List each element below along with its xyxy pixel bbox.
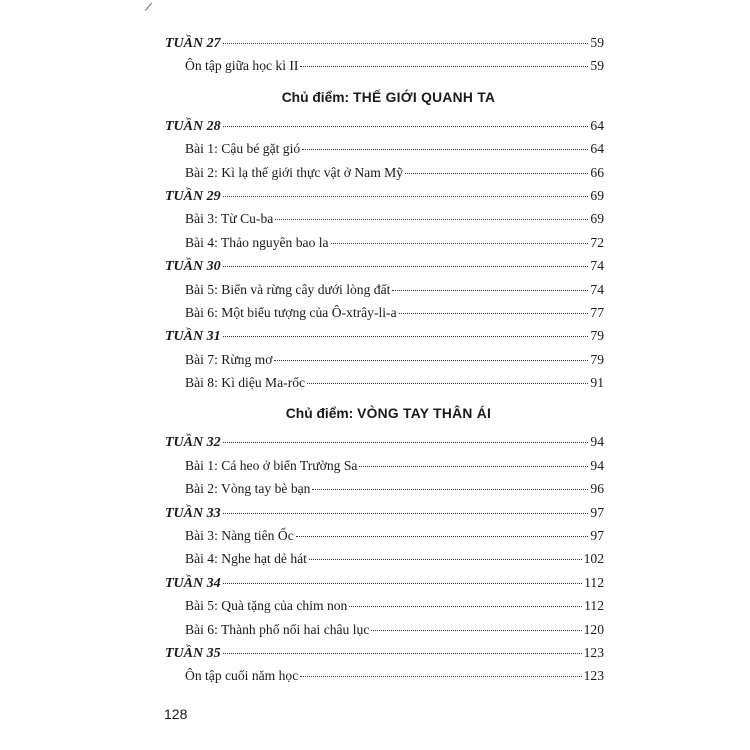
dot-leader [223,442,589,443]
entry-page: 97 [590,504,604,520]
entry-page: 112 [584,574,604,590]
toc-week-entry [165,184,604,207]
dot-leader [223,336,589,337]
entry-page: 72 [590,234,604,250]
dot-leader [275,219,588,220]
entry-title: Bài 1: Cá heo ở biển Trường Sa [185,457,358,473]
entry-title: TUẦN 34 [165,575,221,591]
entry-title: Bài 5: Quà tặng của chim non [185,598,348,614]
entry-page: 74 [590,258,604,274]
dot-leader [274,360,588,361]
toc-lesson-entry [165,348,604,371]
dot-leader [309,559,582,560]
entry-page: 59 [590,35,604,50]
entry-page: 94 [590,434,604,450]
entry-page: 94 [590,457,604,473]
toc-lesson-entry [165,547,604,570]
entry-page: 97 [590,528,604,544]
entry-title: Bài 8: Kì diệu Ma-rốc [185,375,306,391]
entry-page: 74 [590,281,604,297]
toc-lesson-entry [165,371,604,394]
entry-page: 69 [590,211,604,227]
toc-week-entry [165,31,604,54]
dot-leader [300,676,581,677]
dot-leader [331,243,589,244]
entry-page: 64 [590,141,604,157]
entry-page: 123 [583,644,604,660]
toc-week-entry [165,641,604,664]
toc-lesson-entry [165,301,604,324]
toc-lesson-entry [165,161,604,184]
toc-lesson-entry [165,207,604,230]
entry-title: TUẦN 33 [165,505,221,521]
dot-leader [359,466,588,467]
entry-title: Bài 2: Kì lạ thế giới thực vật ở Nam Mỹ [185,164,404,180]
entry-title: TUẦN 32 [165,435,221,451]
entry-title: Bài 5: Biển và rừng cây dưới lòng đất [185,281,391,297]
section-heading-title: THẾ GIỚI QUANH TA [352,89,496,105]
toc-lesson-entry [165,54,604,77]
dot-leader [312,489,588,490]
entry-title: Bài 3: Nàng tiên Ốc [185,528,294,544]
toc-lesson-entry [165,137,604,160]
dot-leader [223,43,589,44]
toc-week-entry [165,324,604,347]
dot-leader [405,173,588,174]
entry-page: 79 [590,328,604,344]
toc-lesson-entry [165,231,604,254]
dot-leader [223,513,589,514]
entry-title: TUẦN 29 [165,188,221,204]
entry-title: TUẦN 30 [165,259,221,275]
entry-title: TUẦN 28 [165,118,221,134]
entry-page: 123 [583,668,604,684]
toc-lesson-entry [165,454,604,477]
entry-title: Bài 4: Nghe hạt dẻ hát [185,551,307,567]
page-number: 128 [164,706,188,722]
toc-week-entry [165,114,604,137]
toc-lesson-entry [165,477,604,500]
entry-title: Bài 7: Rừng mơ [185,351,273,367]
entry-page: 79 [590,351,604,367]
entry-title: Bài 4: Thảo nguyên bao la [185,234,329,250]
section-heading-prefix: Chủ điểm: [285,406,358,422]
entry-page: 96 [590,481,604,497]
toc-lesson-entry [165,524,604,547]
toc-lesson-entry [165,664,604,687]
entry-page: 120 [583,621,604,637]
dot-leader [223,653,582,654]
section-heading-prefix: Chủ điểm: [281,89,353,105]
toc-week-entry [165,254,604,277]
dot-leader [302,149,588,150]
entry-title: Ôn tập giữa học kì II [185,58,299,74]
entry-title: Bài 6: Một biểu tượng của Ô-xtrây-li-a [185,304,397,320]
entry-title: Ôn tập cuối năm học [185,668,299,684]
entry-title: TUẦN 27 [165,36,221,51]
entry-title: Bài 3: Từ Cu-ba [185,211,274,227]
section-heading [165,78,604,114]
toc-week-entry [165,430,604,453]
toc-lesson-entry [165,278,604,301]
entry-page: 102 [583,551,604,567]
toc-week-entry [165,501,604,524]
toc-week-entry [165,571,604,594]
entry-title: Bài 2: Vòng tay bè bạn [185,481,311,497]
entry-title: Bài 1: Cậu bé gặt gió [185,141,301,157]
entry-page: 66 [590,164,604,180]
entry-page: 59 [590,58,604,74]
dot-leader [399,313,589,314]
dot-leader [300,66,588,67]
section-heading-title: VÒNG TAY THÂN ÁI [357,406,492,422]
dot-leader [296,536,589,537]
dot-leader [371,630,581,631]
entry-title: TUẦN 35 [165,645,221,661]
entry-page: 112 [584,598,604,614]
entry-page: 69 [590,187,604,203]
entry-title: Bài 6: Thành phố nối hai châu lục [185,621,370,637]
entry-page: 77 [590,304,604,320]
table-of-contents [165,31,604,688]
entry-page: 91 [590,375,604,391]
toc-lesson-entry [165,594,604,617]
dot-leader [307,383,588,384]
toc-lesson-entry [165,618,604,641]
dot-leader [223,583,582,584]
dot-leader [392,290,588,291]
entry-page: 64 [590,117,604,133]
dot-leader [223,126,589,127]
pen-mark [145,3,153,12]
entry-title: TUẦN 31 [165,329,221,345]
dot-leader [223,196,589,197]
section-heading [165,394,604,430]
dot-leader [349,606,582,607]
dot-leader [223,266,589,267]
